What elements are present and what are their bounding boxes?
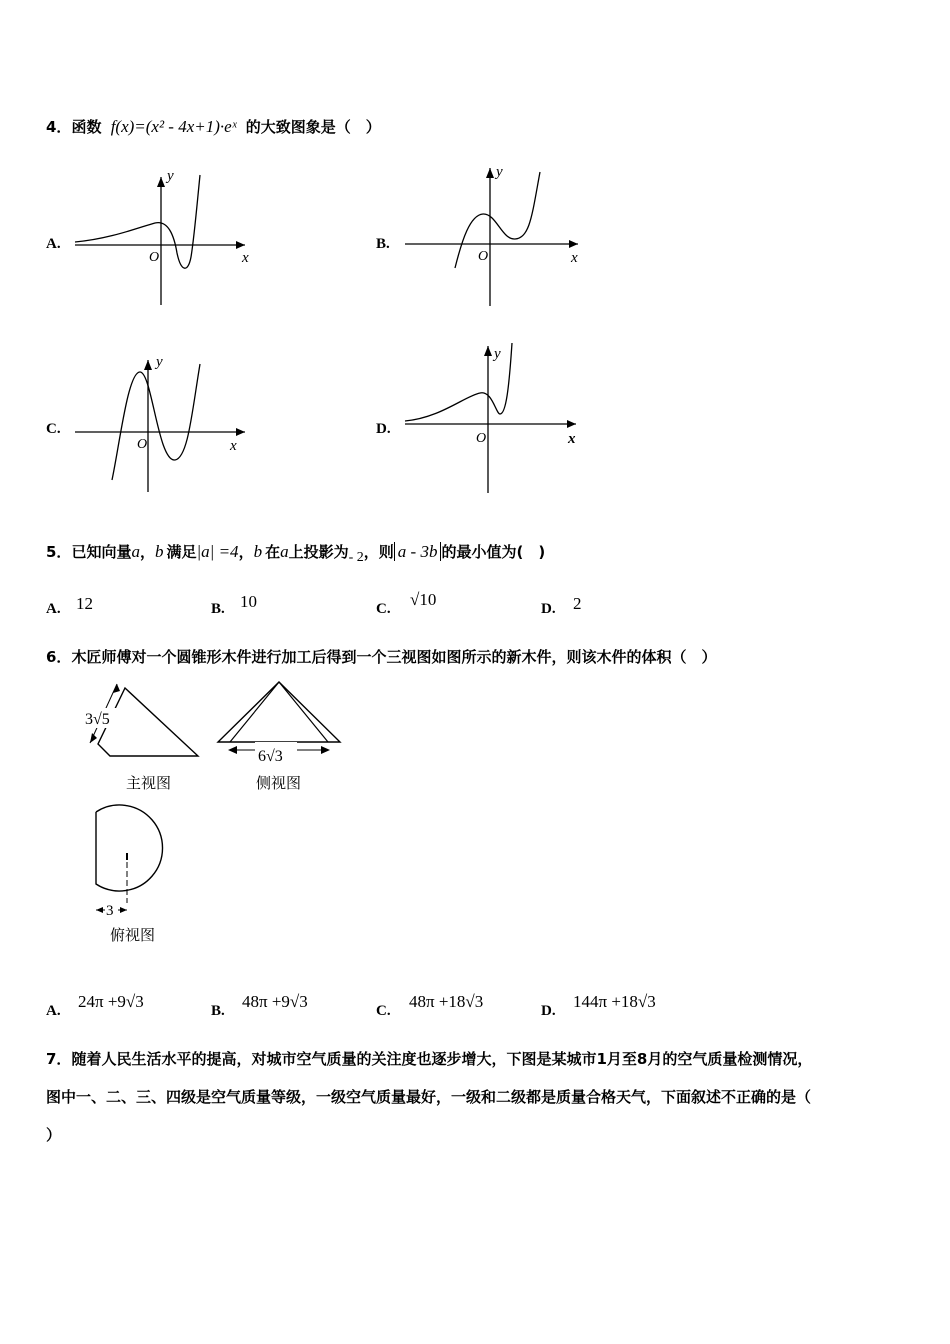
dimension-arrow <box>90 733 97 743</box>
question-6-stem <box>46 646 716 667</box>
y-label: y <box>496 164 503 180</box>
vector-b: b <box>253 542 263 561</box>
stem-text: ， <box>139 543 155 561</box>
inner-edge <box>279 682 328 742</box>
q6-option-b-letter[interactable]: B. <box>211 1003 225 1019</box>
function-formula: f(x)=(x² - 4x+1)·eˣ <box>110 117 237 136</box>
q6-option-c-value[interactable]: 48π +18√3 <box>409 992 484 1011</box>
q5-option-c-value[interactable]: √10 <box>410 590 437 609</box>
function-curve <box>112 364 200 480</box>
x-axis-arrow <box>236 428 245 436</box>
y-label: y <box>156 354 163 370</box>
origin-label: O <box>137 437 148 452</box>
q6-option-a-value[interactable]: 24π +9√3 <box>78 992 144 1011</box>
origin-label: O <box>476 431 487 446</box>
side-dimension-label: 6√3 <box>258 748 283 765</box>
question-5-stem <box>46 541 545 566</box>
stem-text: 在 <box>265 543 281 561</box>
top-dimension-label: 3 <box>106 903 114 919</box>
front-dimension-label: 3√5 <box>85 711 110 728</box>
function-curve <box>455 172 540 268</box>
option-c-graph[interactable] <box>70 352 260 497</box>
stem-text: ，则 <box>363 543 394 561</box>
q6-option-d-letter[interactable]: D. <box>541 1003 556 1019</box>
x-label: x <box>242 250 249 266</box>
y-axis-arrow <box>157 177 165 187</box>
y-axis-arrow <box>144 360 152 370</box>
option-b-graph[interactable] <box>400 160 590 310</box>
q5-option-c-letter[interactable]: C. <box>376 601 391 617</box>
question-number: 6． <box>46 648 72 666</box>
top-view-label: 俯视图 <box>110 926 156 944</box>
question-7-line-2: 图中一、二、三、四级是空气质量等级，一级空气质量最好，一级和二级都是质量合格天气，下面叙述不正确的是（ <box>46 1088 812 1106</box>
origin-label: O <box>149 250 160 265</box>
top-view-outline <box>96 805 163 891</box>
question-7-line-3: ） <box>46 1126 62 1144</box>
vector-b: b <box>154 542 164 561</box>
question-tail-text: 的大致图象是（ ） <box>245 118 381 136</box>
y-axis-arrow <box>486 168 494 178</box>
option-a-graph[interactable] <box>70 165 260 310</box>
q5-option-a-letter[interactable]: A. <box>46 601 61 617</box>
x-axis-arrow <box>236 241 245 249</box>
projection-value: - 2 <box>348 550 364 565</box>
stem-text: 的最小值为( ) <box>441 543 546 561</box>
option-a-letter[interactable]: A. <box>46 236 61 252</box>
question-number: 4． <box>46 118 72 136</box>
top-view-drawing <box>86 800 196 920</box>
dimension-arrow <box>120 907 127 913</box>
question-number: 7． <box>46 1050 72 1068</box>
x-label: x <box>230 438 237 454</box>
option-b-letter[interactable]: B. <box>376 236 390 252</box>
vector-a: a <box>131 542 140 561</box>
question-text: 木匠师傅对一个圆锥形木件进行加工后得到一个三视图如图所示的新木件，则该木件的体积（ ） <box>71 648 717 666</box>
dimension-arrow <box>228 746 237 754</box>
vector-a: a <box>280 542 289 561</box>
question-lead-text: 函数 <box>71 118 102 136</box>
front-view-label: 主视图 <box>126 774 172 792</box>
vector-expression: a - 3b <box>394 542 442 561</box>
y-axis-arrow <box>484 346 492 356</box>
origin-label: O <box>478 249 489 264</box>
x-axis-arrow <box>567 420 576 428</box>
option-d-letter[interactable]: D. <box>376 421 391 437</box>
inner-edge <box>230 682 279 742</box>
q5-option-b-letter[interactable]: B. <box>211 601 225 617</box>
side-view-drawing <box>212 676 346 768</box>
stem-text: 已知向量 <box>71 543 132 561</box>
q5-option-b-value[interactable]: 10 <box>240 592 257 611</box>
q6-option-b-value[interactable]: 48π +9√3 <box>242 992 308 1011</box>
front-view-drawing <box>80 676 210 766</box>
dimension-arrow <box>321 746 330 754</box>
dimension-arrow <box>113 684 120 693</box>
q6-option-d-value[interactable]: 144π +18√3 <box>573 992 656 1011</box>
x-label: x <box>568 431 576 447</box>
stem-text: 上投影为 <box>288 543 349 561</box>
stem-text: 满足 <box>166 543 197 561</box>
stem-text: ， <box>238 543 254 561</box>
question-7-line-1 <box>46 1048 812 1069</box>
q6-option-c-letter[interactable]: C. <box>376 1003 391 1019</box>
x-axis-arrow <box>569 240 578 248</box>
q5-option-a-value[interactable]: 12 <box>76 594 93 613</box>
x-label: x <box>571 250 578 266</box>
option-c-letter[interactable]: C. <box>46 421 61 437</box>
function-curve <box>75 175 200 268</box>
side-view-outline <box>218 682 340 742</box>
question-text: 随着人民生活水平的提高，对城市空气质量的关注度也逐步增大，下图是某城市1月至8月的空气质量检测情况， <box>71 1050 813 1068</box>
question-number: 5． <box>46 543 72 561</box>
q5-option-d-value[interactable]: 2 <box>573 594 582 613</box>
abs-a-condition: |a| =4 <box>196 542 239 561</box>
dimension-arrow <box>96 907 103 913</box>
q5-option-d-letter[interactable]: D. <box>541 601 556 617</box>
q6-option-a-letter[interactable]: A. <box>46 1003 61 1019</box>
question-4-stem <box>46 116 381 137</box>
side-view-label: 侧视图 <box>256 774 302 792</box>
option-d-graph[interactable] <box>400 338 590 498</box>
y-label: y <box>167 168 174 184</box>
y-label: y <box>494 346 501 362</box>
